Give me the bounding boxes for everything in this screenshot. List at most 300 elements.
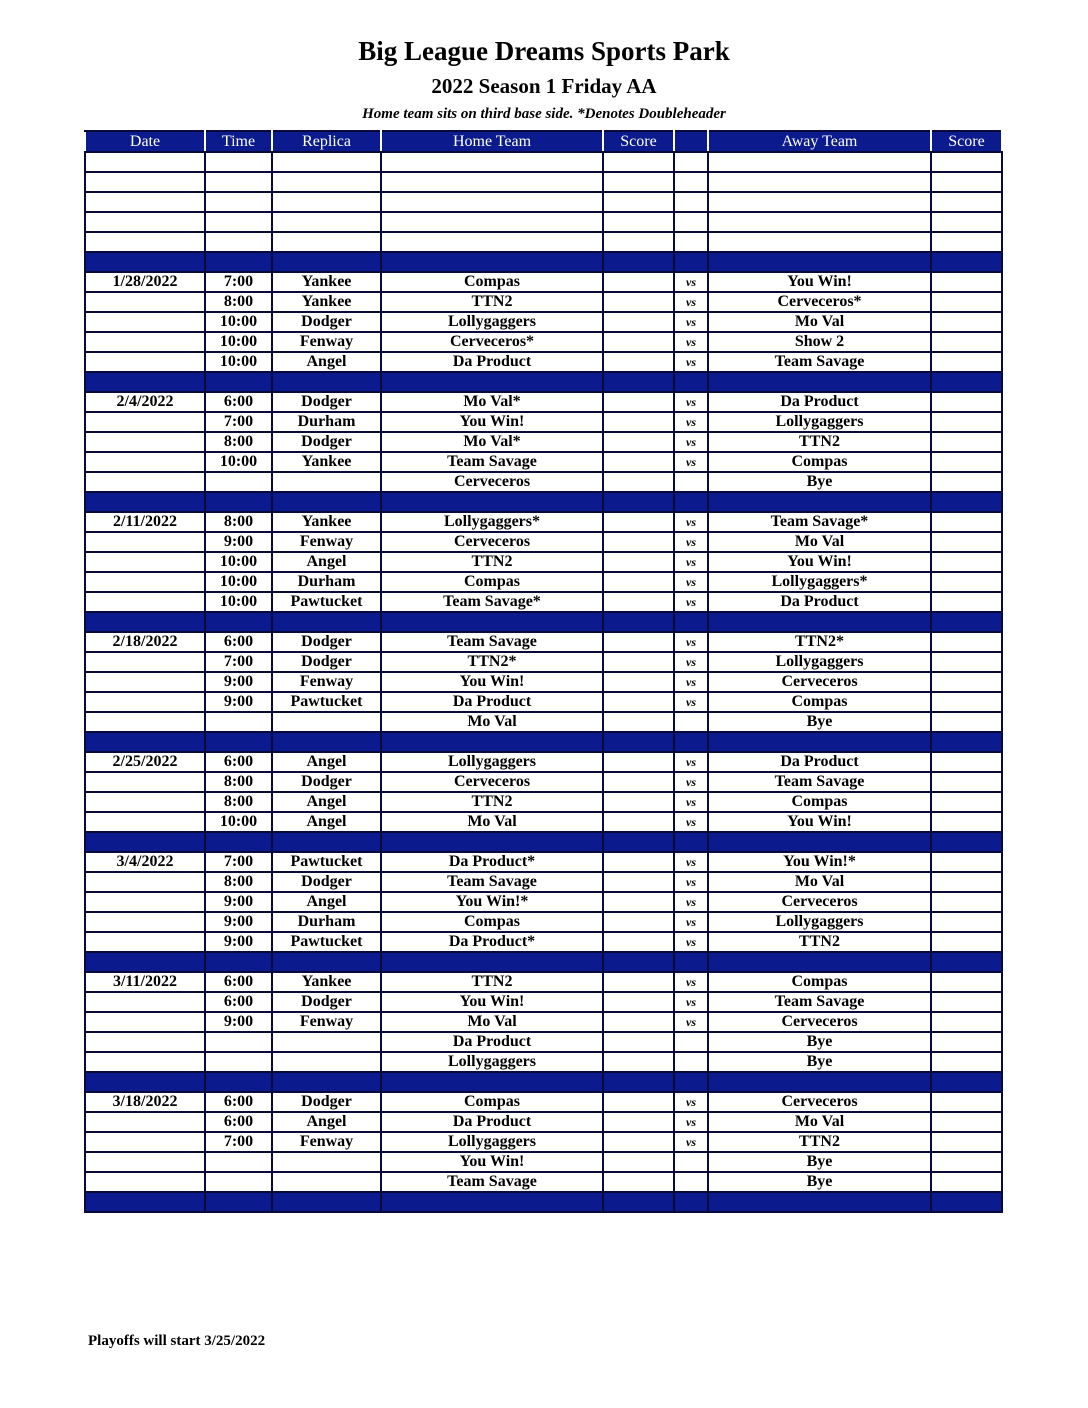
vs-cell: vs (674, 352, 708, 372)
away-team-cell: Da Product (708, 392, 931, 412)
col-vs (674, 131, 708, 152)
date-cell (85, 352, 205, 372)
home-team-cell: TTN2 (381, 552, 603, 572)
vs-cell (674, 1032, 708, 1052)
replica-cell (272, 1052, 381, 1072)
vs-cell (674, 152, 708, 172)
away-team-cell (708, 732, 931, 752)
home-team-cell (381, 212, 603, 232)
time-cell: 7:00 (205, 412, 272, 432)
away-score-cell (931, 552, 1002, 572)
home-team-cell: Da Product* (381, 932, 603, 952)
home-team-cell (381, 1072, 603, 1092)
away-score-cell (931, 1152, 1002, 1172)
game-row (85, 932, 1002, 952)
replica-cell (272, 252, 381, 272)
home-team-cell (381, 232, 603, 252)
time-cell: 9:00 (205, 532, 272, 552)
game-row (85, 1012, 1002, 1032)
away-team-cell (708, 252, 931, 272)
vs-cell: vs (674, 592, 708, 612)
game-row (85, 852, 1002, 872)
vs-cell (674, 472, 708, 492)
date-cell (85, 612, 205, 632)
date-cell (85, 692, 205, 712)
time-cell: 10:00 (205, 452, 272, 472)
time-cell: 7:00 (205, 652, 272, 672)
away-score-cell (931, 732, 1002, 752)
away-team-cell: Team Savage (708, 992, 931, 1012)
away-score-cell (931, 1052, 1002, 1072)
time-cell (205, 1032, 272, 1052)
home-score-cell (603, 652, 674, 672)
page-title: Big League Dreams Sports Park (358, 36, 730, 66)
away-team-cell: Cerveceros* (708, 292, 931, 312)
date-cell (85, 832, 205, 852)
away-score-cell (931, 712, 1002, 732)
vs-cell: vs (674, 992, 708, 1012)
time-cell: 6:00 (205, 1112, 272, 1132)
date-cell (85, 292, 205, 312)
time-cell: 8:00 (205, 512, 272, 532)
vs-cell: vs (674, 1132, 708, 1152)
col-date: Date (85, 131, 205, 152)
time-cell: 10:00 (205, 552, 272, 572)
away-team-cell: Lollygaggers* (708, 572, 931, 592)
home-team-cell: Lollygaggers (381, 312, 603, 332)
home-score-cell (603, 512, 674, 532)
date-cell: 2/11/2022 (85, 512, 205, 532)
vs-cell (674, 1052, 708, 1072)
away-score-cell (931, 492, 1002, 512)
date-cell (85, 1012, 205, 1032)
game-row (85, 292, 1002, 312)
time-cell: 6:00 (205, 752, 272, 772)
game-row (85, 672, 1002, 692)
time-cell: 9:00 (205, 672, 272, 692)
game-row (85, 452, 1002, 472)
away-score-cell (931, 1172, 1002, 1192)
replica-cell: Durham (272, 412, 381, 432)
home-team-cell (381, 192, 603, 212)
home-team-cell: Lollygaggers (381, 752, 603, 772)
away-score-cell (931, 1012, 1002, 1032)
away-score-cell (931, 932, 1002, 952)
time-cell (205, 232, 272, 252)
home-team-cell (381, 172, 603, 192)
game-row (85, 412, 1002, 432)
home-team-cell: TTN2 (381, 292, 603, 312)
game-row (85, 892, 1002, 912)
home-team-cell: You Win! (381, 1152, 603, 1172)
time-cell (205, 952, 272, 972)
away-score-cell (931, 852, 1002, 872)
col-away-score: Score (931, 131, 1002, 152)
week-separator-row (85, 612, 1002, 632)
replica-cell: Dodger (272, 772, 381, 792)
date-cell (85, 952, 205, 972)
away-score-cell (931, 372, 1002, 392)
home-team-cell: Da Product (381, 352, 603, 372)
home-score-cell (603, 1072, 674, 1092)
away-score-cell (931, 1132, 1002, 1152)
home-team-cell: TTN2 (381, 792, 603, 812)
replica-cell (272, 732, 381, 752)
vs-cell (674, 372, 708, 392)
date-cell (85, 732, 205, 752)
time-cell: 9:00 (205, 912, 272, 932)
date-cell: 2/18/2022 (85, 632, 205, 652)
away-team-cell: Bye (708, 1032, 931, 1052)
home-score-cell (603, 1092, 674, 1112)
home-team-cell: Compas (381, 1092, 603, 1112)
game-row (85, 312, 1002, 332)
game-row (85, 772, 1002, 792)
vs-cell: vs (674, 772, 708, 792)
week-separator-row (85, 1072, 1002, 1092)
col-time: Time (205, 131, 272, 152)
away-score-cell (931, 792, 1002, 812)
col-replica: Replica (272, 131, 381, 152)
replica-cell (272, 192, 381, 212)
date-cell (85, 152, 205, 172)
date-cell (85, 412, 205, 432)
home-team-cell: Mo Val (381, 812, 603, 832)
vs-cell: vs (674, 972, 708, 992)
vs-cell (674, 212, 708, 232)
away-score-cell (931, 1112, 1002, 1132)
week-separator-row (85, 952, 1002, 972)
game-row (85, 1032, 1002, 1052)
home-team-cell: Team Savage* (381, 592, 603, 612)
replica-cell: Yankee (272, 292, 381, 312)
away-team-cell: Mo Val (708, 872, 931, 892)
vs-cell: vs (674, 692, 708, 712)
home-team-cell (381, 252, 603, 272)
away-score-cell (931, 272, 1002, 292)
away-team-cell: Mo Val (708, 312, 931, 332)
replica-cell (272, 1172, 381, 1192)
away-team-cell: Cerveceros (708, 1092, 931, 1112)
date-cell (85, 172, 205, 192)
vs-cell: vs (674, 572, 708, 592)
home-team-cell: You Win! (381, 672, 603, 692)
time-cell: 10:00 (205, 332, 272, 352)
time-cell: 10:00 (205, 812, 272, 832)
away-score-cell (931, 952, 1002, 972)
replica-cell (272, 212, 381, 232)
vs-cell: vs (674, 332, 708, 352)
vs-cell: vs (674, 412, 708, 432)
home-team-cell: Da Product (381, 692, 603, 712)
home-team-cell (381, 832, 603, 852)
home-score-cell (603, 492, 674, 512)
home-score-cell (603, 452, 674, 472)
away-team-cell: TTN2 (708, 432, 931, 452)
away-score-cell (931, 512, 1002, 532)
replica-cell: Angel (272, 792, 381, 812)
time-cell: 6:00 (205, 972, 272, 992)
game-row (85, 592, 1002, 612)
vs-cell (674, 252, 708, 272)
replica-cell (272, 172, 381, 192)
time-cell (205, 472, 272, 492)
vs-cell (674, 492, 708, 512)
date-cell (85, 652, 205, 672)
vs-cell: vs (674, 812, 708, 832)
home-team-cell: Mo Val* (381, 392, 603, 412)
time-cell (205, 212, 272, 232)
vs-cell: vs (674, 792, 708, 812)
time-cell (205, 712, 272, 732)
home-score-cell (603, 292, 674, 312)
home-team-cell: You Win! (381, 992, 603, 1012)
replica-cell: Dodger (272, 652, 381, 672)
away-score-cell (931, 152, 1002, 172)
away-team-cell: Da Product (708, 592, 931, 612)
replica-cell (272, 612, 381, 632)
away-score-cell (931, 432, 1002, 452)
home-team-cell: Team Savage (381, 632, 603, 652)
home-team-cell: Lollygaggers (381, 1052, 603, 1072)
away-team-cell: TTN2* (708, 632, 931, 652)
game-row (85, 352, 1002, 372)
away-score-cell (931, 1032, 1002, 1052)
away-team-cell: You Win!* (708, 852, 931, 872)
away-score-cell (931, 752, 1002, 772)
home-score-cell (603, 892, 674, 912)
away-team-cell: Lollygaggers (708, 652, 931, 672)
time-cell (205, 732, 272, 752)
home-team-cell: Compas (381, 572, 603, 592)
away-score-cell (931, 912, 1002, 932)
time-cell: 8:00 (205, 792, 272, 812)
time-cell (205, 492, 272, 512)
time-cell: 6:00 (205, 632, 272, 652)
home-team-cell: TTN2* (381, 652, 603, 672)
time-cell: 8:00 (205, 292, 272, 312)
replica-cell (272, 152, 381, 172)
game-row (85, 332, 1002, 352)
replica-cell: Dodger (272, 392, 381, 412)
game-row (85, 392, 1002, 412)
replica-cell: Durham (272, 572, 381, 592)
away-score-cell (931, 252, 1002, 272)
replica-cell: Durham (272, 912, 381, 932)
away-score-cell (931, 1092, 1002, 1112)
time-cell: 7:00 (205, 852, 272, 872)
away-team-cell: You Win! (708, 812, 931, 832)
home-score-cell (603, 712, 674, 732)
date-cell (85, 1132, 205, 1152)
away-score-cell (931, 652, 1002, 672)
date-cell (85, 592, 205, 612)
date-cell: 1/28/2022 (85, 272, 205, 292)
away-team-cell (708, 832, 931, 852)
replica-cell: Dodger (272, 872, 381, 892)
home-team-cell (381, 612, 603, 632)
away-score-cell (931, 352, 1002, 372)
replica-cell: Fenway (272, 1132, 381, 1152)
date-cell (85, 672, 205, 692)
vs-cell (674, 832, 708, 852)
week-separator-row (85, 252, 1002, 272)
away-team-cell (708, 372, 931, 392)
away-team-cell (708, 1192, 931, 1212)
vs-cell: vs (674, 292, 708, 312)
game-row (85, 712, 1002, 732)
home-team-cell (381, 152, 603, 172)
replica-cell (272, 472, 381, 492)
replica-cell (272, 712, 381, 732)
game-row (85, 632, 1002, 652)
time-cell: 10:00 (205, 352, 272, 372)
away-score-cell (931, 452, 1002, 472)
vs-cell: vs (674, 512, 708, 532)
game-row (85, 272, 1002, 292)
game-row (85, 552, 1002, 572)
away-score-cell (931, 192, 1002, 212)
time-cell: 8:00 (205, 772, 272, 792)
time-cell (205, 172, 272, 192)
date-cell (85, 1032, 205, 1052)
away-score-cell (931, 672, 1002, 692)
replica-cell: Fenway (272, 672, 381, 692)
away-score-cell (931, 332, 1002, 352)
blank-row (85, 212, 1002, 232)
vs-cell: vs (674, 452, 708, 472)
time-cell: 6:00 (205, 392, 272, 412)
game-row (85, 1132, 1002, 1152)
home-score-cell (603, 592, 674, 612)
game-row (85, 972, 1002, 992)
replica-cell: Yankee (272, 452, 381, 472)
time-cell: 8:00 (205, 872, 272, 892)
week-separator-row (85, 492, 1002, 512)
col-away-team: Away Team (708, 131, 931, 152)
away-team-cell: Compas (708, 452, 931, 472)
header-row (85, 131, 1002, 152)
home-score-cell (603, 832, 674, 852)
away-score-cell (931, 772, 1002, 792)
away-team-cell: Compas (708, 972, 931, 992)
home-team-cell: Mo Val (381, 712, 603, 732)
time-cell (205, 1172, 272, 1192)
replica-cell (272, 492, 381, 512)
away-score-cell (931, 292, 1002, 312)
home-team-cell (381, 732, 603, 752)
time-cell (205, 372, 272, 392)
away-team-cell (708, 212, 931, 232)
vs-cell (674, 192, 708, 212)
replica-cell: Yankee (272, 272, 381, 292)
col-home-score: Score (603, 131, 674, 152)
away-team-cell: TTN2 (708, 1132, 931, 1152)
date-cell (85, 1052, 205, 1072)
home-score-cell (603, 432, 674, 452)
away-team-cell: Mo Val (708, 1112, 931, 1132)
blank-row (85, 192, 1002, 212)
week-separator-row (85, 1192, 1002, 1212)
away-team-cell: Team Savage (708, 772, 931, 792)
away-team-cell: Cerveceros (708, 1012, 931, 1032)
away-team-cell: Cerveceros (708, 892, 931, 912)
home-team-cell: Compas (381, 912, 603, 932)
away-team-cell (708, 612, 931, 632)
replica-cell (272, 952, 381, 972)
vs-cell: vs (674, 272, 708, 292)
home-team-cell: Cerveceros (381, 472, 603, 492)
vs-cell (674, 612, 708, 632)
away-team-cell: Lollygaggers (708, 912, 931, 932)
schedule-note: Home team sits on third base side. *Denotes Doubleheader (362, 106, 726, 122)
replica-cell: Dodger (272, 632, 381, 652)
away-score-cell (931, 472, 1002, 492)
time-cell: 7:00 (205, 1132, 272, 1152)
away-score-cell (931, 832, 1002, 852)
home-score-cell (603, 872, 674, 892)
home-score-cell (603, 1192, 674, 1212)
away-score-cell (931, 1192, 1002, 1212)
game-row (85, 872, 1002, 892)
time-cell (205, 1052, 272, 1072)
date-cell (85, 432, 205, 452)
vs-cell: vs (674, 1092, 708, 1112)
away-team-cell: You Win! (708, 272, 931, 292)
replica-cell (272, 1152, 381, 1172)
replica-cell: Yankee (272, 512, 381, 532)
date-cell (85, 252, 205, 272)
home-score-cell (603, 732, 674, 752)
away-team-cell (708, 232, 931, 252)
away-team-cell: Cerveceros (708, 672, 931, 692)
home-team-cell (381, 372, 603, 392)
home-score-cell (603, 152, 674, 172)
away-score-cell (931, 612, 1002, 632)
schedule-table (84, 130, 1003, 1213)
date-cell (85, 312, 205, 332)
blank-row (85, 172, 1002, 192)
home-team-cell: Da Product (381, 1112, 603, 1132)
date-cell: 3/11/2022 (85, 972, 205, 992)
replica-cell: Pawtucket (272, 692, 381, 712)
week-separator-row (85, 372, 1002, 392)
date-cell (85, 812, 205, 832)
away-team-cell (708, 152, 931, 172)
away-team-cell: You Win! (708, 552, 931, 572)
time-cell (205, 1152, 272, 1172)
col-home-team: Home Team (381, 131, 603, 152)
away-score-cell (931, 412, 1002, 432)
home-score-cell (603, 252, 674, 272)
away-team-cell: Bye (708, 712, 931, 732)
home-score-cell (603, 532, 674, 552)
game-row (85, 1052, 1002, 1072)
date-cell (85, 892, 205, 912)
home-score-cell (603, 572, 674, 592)
home-score-cell (603, 912, 674, 932)
date-cell (85, 992, 205, 1012)
away-score-cell (931, 212, 1002, 232)
away-score-cell (931, 532, 1002, 552)
blank-row (85, 152, 1002, 172)
away-score-cell (931, 972, 1002, 992)
game-row (85, 992, 1002, 1012)
home-team-cell: You Win! (381, 412, 603, 432)
date-cell (85, 192, 205, 212)
time-cell: 9:00 (205, 692, 272, 712)
home-team-cell: Compas (381, 272, 603, 292)
